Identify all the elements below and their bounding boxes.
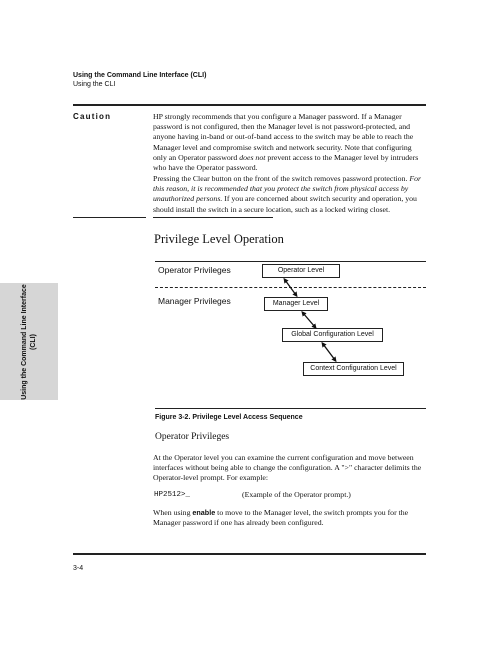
caution-label: Caution — [73, 112, 112, 121]
arrow-manager-global — [303, 313, 315, 327]
subsection-title: Operator Privileges — [155, 432, 230, 442]
caution-rule-left — [73, 217, 146, 218]
body-p2-text: When using — [153, 508, 191, 517]
running-header-chapter: Using the Command Line Interface (CLI) — [73, 72, 207, 79]
caution-rule-right — [153, 217, 273, 218]
manager-privileges-label: Manager Privileges — [158, 296, 231, 306]
body-paragraph-1: At the Operator level you can examine the current configuration and move between interfaces without being able to change the configuration. A ">" character delimits the Operator-level prompt. For example: — [153, 453, 422, 483]
enable-command: enable — [192, 508, 216, 517]
global-config-level-box: Global Configuration Level — [282, 328, 383, 342]
diagram-bottom-rule — [155, 408, 426, 409]
section-title: Privilege Level Operation — [154, 232, 284, 246]
diagram-arrows — [155, 262, 426, 408]
header-rule — [73, 104, 426, 106]
caution-p2-text: Pressing the Clear button on the front of the switch removes password protection. — [153, 174, 408, 183]
caution-p2-end: If you are concerned about switch security and operation, you should install the switch in a secure location, such as a locked wiring closet. — [153, 194, 417, 214]
running-header-section: Using the CLI — [73, 81, 116, 88]
page-number: 3-4 — [73, 565, 84, 572]
caution-p2-emphasis: For this reason, it is recommended that you protect the switch from physical access by unauthorized persons. — [153, 174, 422, 204]
caution-p1-text: HP strongly recommends that you configure a Manager password. If a Manager password is not configured, then the Manager level is not password-protected, and anyone having in-band or out-of-band access to the switch may be able to reach the Manager level and compromise switch and network security. Note that configuring only an Operator password — [153, 112, 414, 162]
operator-prompt-example: HP2512>_ — [154, 491, 191, 499]
caution-paragraph-1 — [153, 112, 426, 173]
operator-level-box: Operator Level — [262, 264, 340, 278]
caution-paragraph-2 — [153, 174, 426, 215]
context-config-level-box: Context Configuration Level — [303, 362, 404, 376]
side-tab-label: Using the Command Line Interface (CLI) — [21, 284, 37, 400]
footer-rule — [73, 553, 426, 555]
caution-p1-emphasis: does not — [239, 152, 266, 162]
body-p2-end: to move to the Manager level, the switch prompts you for the Manager password if one has already been configured. — [153, 508, 409, 528]
body-paragraph-2 — [153, 508, 426, 528]
arrow-operator-manager — [285, 280, 296, 295]
operator-prompt-note: (Example of the Operator prompt.) — [242, 490, 351, 499]
arrow-global-context — [323, 344, 335, 360]
operator-privileges-label: Operator Privileges — [158, 265, 231, 275]
manager-level-box: Manager Level — [264, 297, 328, 311]
caution-p1-end: prevent access to the Manager level by intruders who have the Operator password. — [153, 152, 419, 173]
figure-caption: Figure 3-2. Privilege Level Access Sequence — [155, 414, 303, 421]
